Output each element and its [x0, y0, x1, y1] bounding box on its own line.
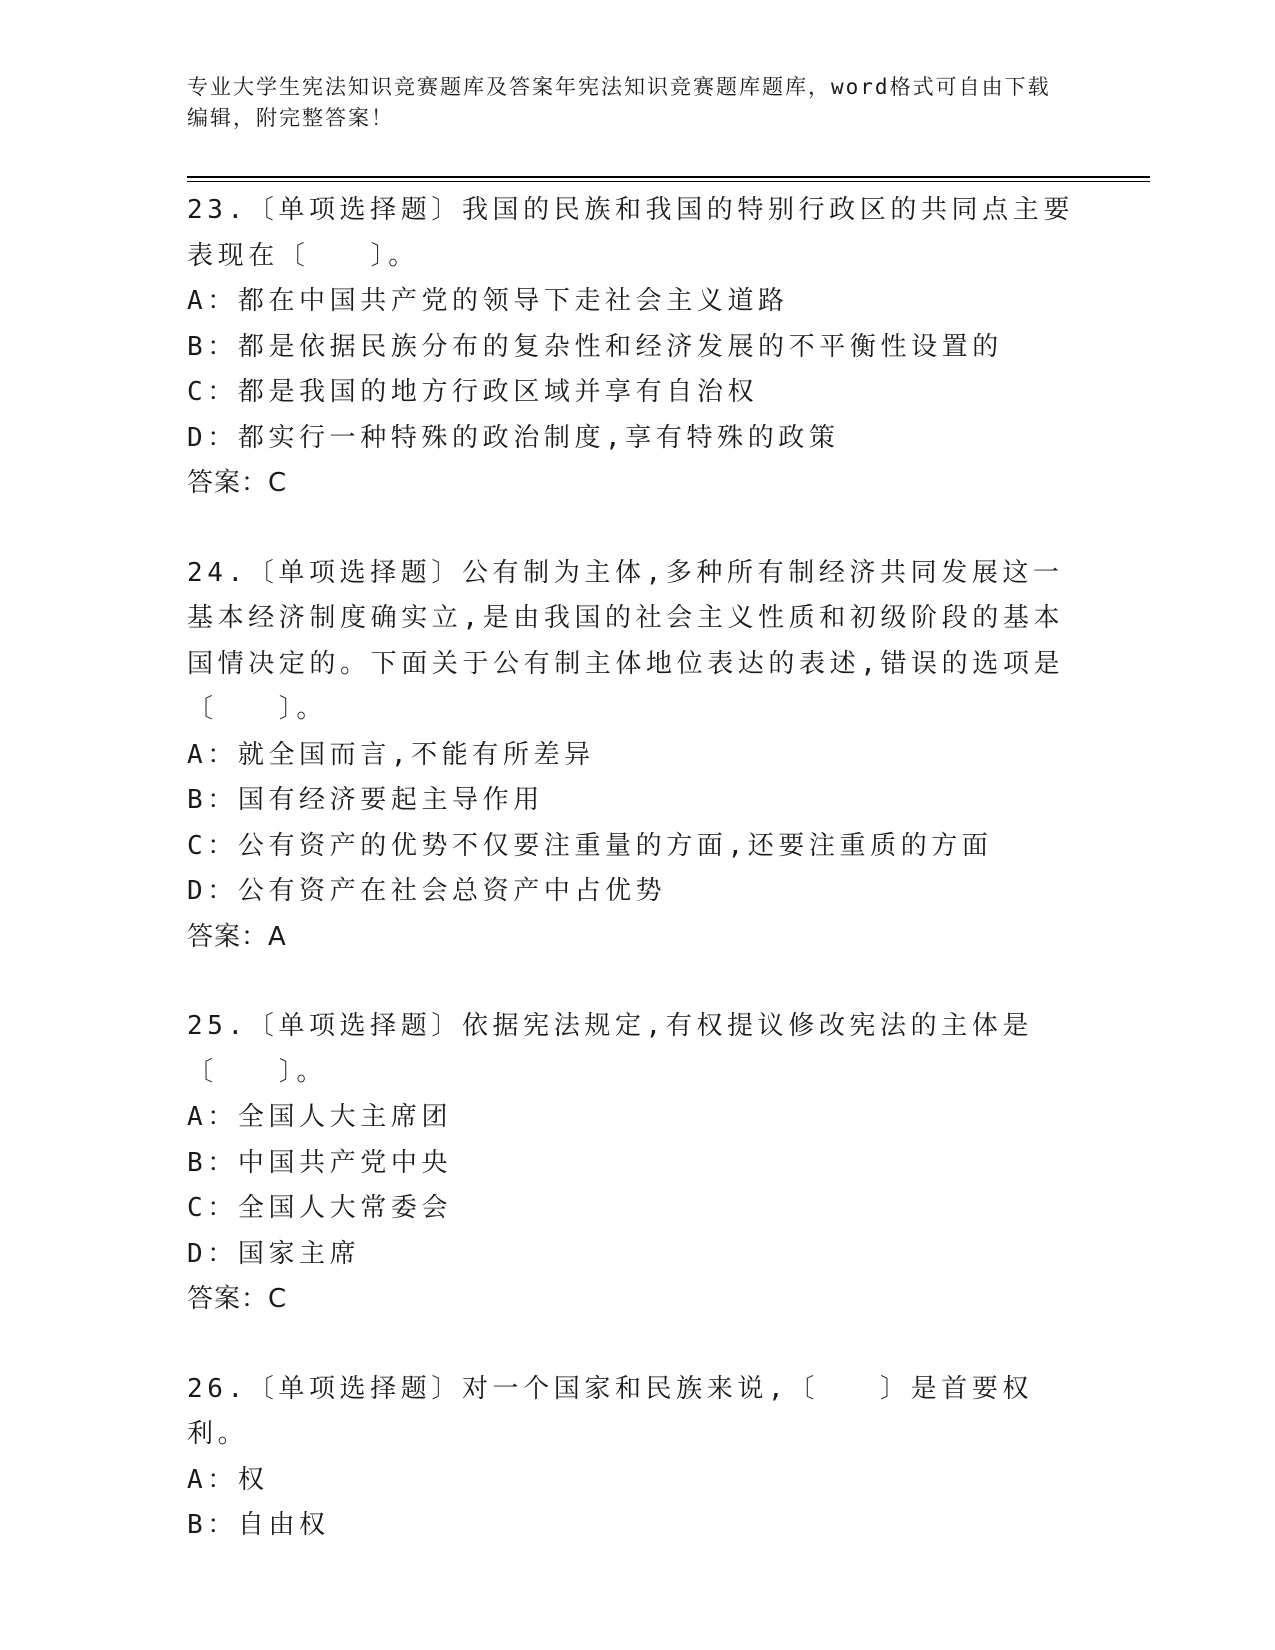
option-c: C：全国人大常委会 — [187, 1193, 453, 1223]
answer: 答案：C — [187, 1284, 288, 1314]
option-b: B：自由权 — [187, 1510, 330, 1540]
answer: 答案：A — [187, 921, 287, 952]
option-a: A：权 — [187, 1464, 269, 1495]
question-text: 25.〔单项选择题〕依据宪法规定,有权提议修改宪法的主体是〔 〕。 — [187, 1011, 1034, 1087]
option-b: B：都是依据民族分布的复杂性和经济发展的不平衡性设置的 — [187, 331, 1003, 362]
option-d: D：公有资产在社会总资产中占优势 — [187, 876, 667, 906]
question-26 — [187, 1367, 1087, 1549]
question-25 — [187, 1004, 1087, 1323]
document-header: 专业大学生宪法知识竞赛题库及答案年宪法知识竞赛题库题库，word格式可自由下载编辑，附完整答案！ — [187, 75, 1051, 130]
question-text: 23.〔单项选择题〕我国的民族和我国的特别行政区的共同点主要表现在〔 〕。 — [187, 195, 1074, 271]
question-list — [187, 188, 1087, 1593]
option-a: A：全国人大主席团 — [187, 1102, 453, 1132]
option-c: C：公有资产的优势不仅要注重量的方面,还要注重质的方面 — [187, 830, 993, 861]
question-text: 24.〔单项选择题〕公有制为主体,多种所有制经济共同发展这一基本经济制度确实立,是由我国的社会主义性质和初级阶段的基本国情决定的。下面关于公有制主体地位表达的表述,错误的选项是〔 〕。 — [187, 557, 1065, 724]
question-23 — [187, 188, 1087, 507]
question-24 — [187, 551, 1087, 961]
option-d: D：都实行一种特殊的政治制度,享有特殊的政策 — [187, 422, 840, 453]
answer: 答案：C — [187, 468, 288, 498]
header-rule-thick — [187, 176, 1150, 178]
question-text: 26.〔单项选择题〕对一个国家和民族来说,〔 〕是首要权利。 — [187, 1373, 1034, 1449]
header-rule-thin — [187, 181, 1150, 182]
option-b: B：中国共产党中央 — [187, 1147, 453, 1178]
option-a: A：就全国而言,不能有所差异 — [187, 739, 595, 770]
option-d: D：国家主席 — [187, 1238, 361, 1269]
option-a: A：都在中国共产党的领导下走社会主义道路 — [187, 286, 789, 316]
option-c: C：都是我国的地方行政区域并享有自治权 — [187, 377, 759, 407]
option-b: B：国有经济要起主导作用 — [187, 785, 544, 815]
